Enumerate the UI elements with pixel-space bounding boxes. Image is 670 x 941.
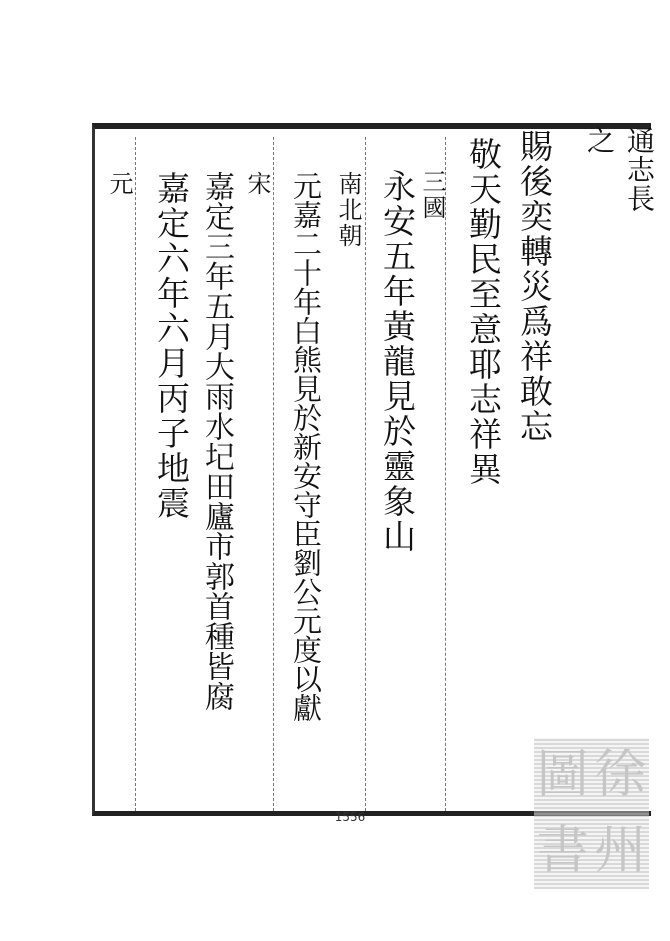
text-column-2: 敬天勤民至意耶志祥異 xyxy=(464,137,503,487)
text-column-7: 宋 xyxy=(243,171,271,197)
text-column-3: 三國 xyxy=(418,169,446,221)
running-header: 通志長之 xyxy=(583,126,656,213)
text-column-5: 南北朝 xyxy=(334,171,362,249)
library-seal xyxy=(534,738,649,889)
page-frame xyxy=(92,123,656,816)
column-divider xyxy=(445,137,446,811)
seal-char: 書 xyxy=(536,820,589,881)
text-column-1: 賜後奕轉災爲祥敢忘 xyxy=(515,129,554,444)
column-divider xyxy=(273,137,274,811)
text-column-6: 元嘉二十年白熊見於新安守臣劉公元度以獻 xyxy=(289,171,323,722)
text-column-9: 嘉定六年六月丙子地震 xyxy=(152,171,191,521)
column-divider xyxy=(365,137,366,811)
text-column-10: 元 xyxy=(105,171,133,197)
text-column-8: 嘉定三年五月大雨水圮田廬市郭首種皆腐 xyxy=(199,171,234,711)
seal-char: 州 xyxy=(594,820,647,881)
seal-char: 圖 xyxy=(536,745,589,805)
page-number: 1556 xyxy=(334,810,366,824)
seal-char: 徐 xyxy=(594,745,647,805)
text-column-4: 永安五年黃龍見於靈象山 xyxy=(378,169,417,554)
column-divider xyxy=(135,137,136,811)
